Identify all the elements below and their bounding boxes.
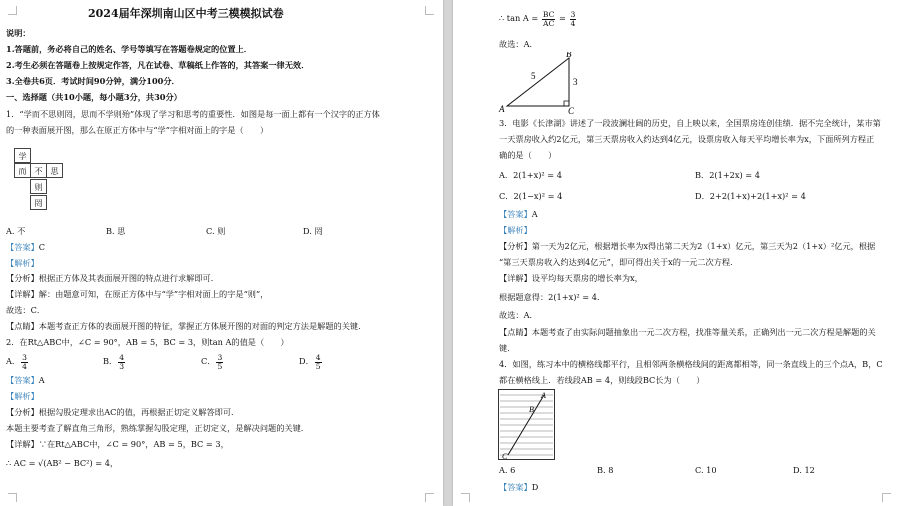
- tan-prefix: ∴ tan A =: [499, 13, 539, 23]
- net-cell: 学: [14, 148, 31, 163]
- net-cell: 罔: [30, 195, 47, 210]
- point-b-label: B: [529, 405, 534, 414]
- q3-answer: [499, 209, 538, 220]
- q4-option-b[interactable]: B. 8: [597, 465, 614, 475]
- corner-mark: [8, 493, 17, 502]
- answer-label: 【答案】: [6, 242, 39, 252]
- q2-option-c[interactable]: [201, 351, 224, 371]
- q1-option-a[interactable]: A. 不: [6, 226, 26, 236]
- numerator: 3: [22, 352, 27, 362]
- corner-mark: [461, 493, 470, 502]
- corner-mark: [882, 493, 891, 502]
- q4-answer: [499, 482, 538, 493]
- q3-option-b[interactable]: B．2(1+2x) = 4: [695, 170, 760, 180]
- document-page-2[interactable]: [453, 0, 900, 506]
- hypotenuse-label: 5: [531, 71, 536, 81]
- q2-zhuyao: 本题主要考查了解直角三角形，熟练掌握勾股定理，正切定义，是解决问题的关键．: [6, 423, 309, 433]
- doc-title: 2024届年深圳南山区中考三模模拟试卷: [88, 7, 284, 20]
- q4-stem-line-1: 4．如图，练习本中的横格线都平行，且相邻两条横格线间的距离都相等，同一条直线上的三个点A，B，C: [499, 359, 883, 369]
- side-bc-label: 3: [573, 77, 578, 87]
- denominator: 5: [315, 361, 321, 371]
- q2-jiexi: 【解析】: [6, 391, 39, 401]
- q3-stem-line-1: 3．电影《长津湖》讲述了一段波澜壮阔的历史，自上映以来，全国票房连创佳绩．据不完全统计，某市第: [499, 118, 881, 128]
- q1-xiangjie: 【详解】解：由题意可知，在原正方体中与“学”字相对面上的字是“则”，: [6, 289, 269, 299]
- fraction: [216, 354, 223, 371]
- q1-option-c[interactable]: C. 则: [206, 226, 226, 236]
- denominator: 4: [22, 361, 27, 371]
- q1-answer: [6, 242, 45, 253]
- q1-option-b[interactable]: B. 思: [106, 226, 126, 236]
- fraction: [570, 11, 577, 28]
- option-letter: D．: [299, 356, 314, 366]
- point-c-label: C: [502, 452, 508, 461]
- q1-stem-line-1: 1．“学而不思则罔，思而不学则殆”体现了学习和思考的重要性．如图是每一面上都有一个汉字的正方体: [6, 109, 380, 119]
- denominator: 4: [570, 18, 576, 28]
- option-letter: B．: [103, 356, 118, 366]
- q1-option-d[interactable]: D. 罔: [303, 226, 323, 236]
- guxuan-a: 故选：A．: [499, 39, 538, 49]
- q3-xiangjie: 【详解】设平均每天票房的增长率为x，: [499, 273, 643, 283]
- numerator: 3: [570, 9, 576, 19]
- q2-stem: 2．在Rt△ABC中，∠C = 90°，AB = 5，BC = 3，则tan A的值是（ ）: [6, 337, 289, 347]
- q4-option-a[interactable]: A. 6: [499, 465, 516, 475]
- vertex-c-label: C: [568, 106, 575, 114]
- denominator: 3: [119, 361, 125, 371]
- rule-3: 3.全卷共6页．考试时间90分钟，满分100分．: [6, 76, 180, 86]
- fraction: [542, 11, 556, 28]
- q3-option-a[interactable]: A．2(1+x)² = 4: [499, 170, 562, 180]
- numerator: 4: [119, 352, 125, 362]
- vertex-b-label: B: [566, 52, 572, 59]
- option-letter: A．: [6, 356, 21, 366]
- point-a-label: A: [541, 391, 546, 400]
- net-cell: 而: [14, 163, 31, 178]
- q2-xiangjie: 【详解】∵在Rt△ABC中，∠C = 90°，AB = 5，BC = 3，: [6, 439, 229, 449]
- answer-value: A: [38, 375, 45, 385]
- explain-heading: 说明：: [6, 28, 31, 38]
- notebook-lines-figure: [498, 389, 556, 461]
- q2-option-a[interactable]: [6, 351, 29, 371]
- answer-value: C: [38, 242, 46, 252]
- q1-stem-line-2: 的一种表面展开图，那么在原正方体中与“学”字相对面上的字是（ ）: [6, 125, 269, 135]
- rule-1: 1.答题前，务必将自己的姓名、学号等填写在答题卷规定的位置上．: [6, 44, 252, 54]
- q2-option-b[interactable]: [103, 351, 126, 371]
- q1-fenxi: 【分析】根据正方体及其表面展开图的特点进行求解即可．: [6, 273, 219, 283]
- q3-guxuan: 故选：A．: [499, 310, 538, 320]
- equals-sign: =: [559, 13, 566, 23]
- option-letter: C．: [201, 356, 216, 366]
- denominator: 5: [217, 361, 223, 371]
- fraction: [118, 354, 125, 371]
- q3-dianjing-line-2: 键．: [499, 343, 516, 353]
- q3-option-c[interactable]: C．2(1−x)² = 4: [499, 191, 563, 201]
- triangle-shape: [507, 58, 569, 106]
- q3-option-d[interactable]: D．2+2(1+x)+2(1+x)² = 4: [695, 191, 806, 201]
- q2-option-d[interactable]: [299, 351, 323, 371]
- q1-jiexi: 【解析】: [6, 258, 39, 268]
- answer-label: 【答案】: [6, 375, 39, 385]
- numerator: 3: [217, 352, 223, 362]
- document-page-1[interactable]: [0, 0, 443, 506]
- q1-guxuan: 故选：C．: [6, 305, 46, 315]
- q2-calc: ∴ AC = √(AB² − BC²) = 4，: [6, 458, 119, 468]
- q3-jiexi: 【解析】: [499, 225, 532, 235]
- q3-fenxi-line-2: “第三天票房收入约达到4亿元”，即可得出关于x的一元二次方程．: [499, 257, 739, 267]
- net-cell: 不: [30, 163, 47, 178]
- vertex-a-label: A: [499, 104, 505, 114]
- answer-value: A: [531, 209, 538, 219]
- answer-label: 【答案】: [499, 209, 532, 219]
- q3-fenxi-line-1: 【分析】第一天为2亿元，根据增长率为x得出第二天为2（1+x）亿元，第三天为2（1+x）²亿元，根据: [499, 241, 876, 251]
- q3-stem-line-2: 一天票房收入约2亿元，第三天票房收入约达到4亿元，设票房收入每天平均增长率为x，下面所列方程正: [499, 134, 875, 144]
- q2-answer: [6, 375, 45, 386]
- numerator: BC: [542, 9, 555, 19]
- q3-stem-line-3: 确的是（ ）: [499, 150, 557, 160]
- q4-option-d[interactable]: D. 12: [793, 465, 815, 475]
- right-triangle-figure: [497, 52, 583, 114]
- page-gutter: [443, 0, 453, 506]
- corner-mark: [8, 6, 17, 15]
- q2-fenxi: 【分析】根据勾股定理求出AC的值，再根据正切定义解答即可．: [6, 407, 240, 417]
- corner-mark: [425, 493, 434, 502]
- answer-label: 【答案】: [499, 482, 532, 492]
- denominator: AC: [542, 18, 555, 28]
- fraction: [21, 354, 28, 371]
- q3-genju: 根据题意得：2(1+x)² = 4．: [499, 292, 606, 302]
- numerator: 4: [315, 352, 321, 362]
- q4-stem-line-2: 都在横格线上．若线段AB = 4，则线段BC长为（ ）: [499, 375, 705, 385]
- answer-value: D: [531, 482, 539, 492]
- section-heading: 一、选择题（共10小题，每小题3分，共30分）: [6, 92, 182, 102]
- q1-dianjing: 【点睛】本题考查正方体的表面展开图的特征，掌握正方体展开图的对面的判定方法是解题的关键．: [6, 321, 367, 331]
- net-cell: 则: [30, 179, 47, 194]
- q4-option-c[interactable]: C. 10: [695, 465, 717, 475]
- net-cell: 思: [46, 163, 63, 178]
- tan-result: [499, 8, 577, 28]
- fraction: [315, 354, 322, 371]
- rule-2: 2.考生必须在答题卷上按规定作答，凡在试卷、草稿纸上作答的，其答案一律无效．: [6, 60, 310, 70]
- corner-mark: [425, 6, 434, 15]
- q3-dianjing-line-1: 【点睛】本题考查了由实际问题抽象出一元二次方程，找准等量关系，正确列出一元二次方程是解题的关: [499, 327, 876, 337]
